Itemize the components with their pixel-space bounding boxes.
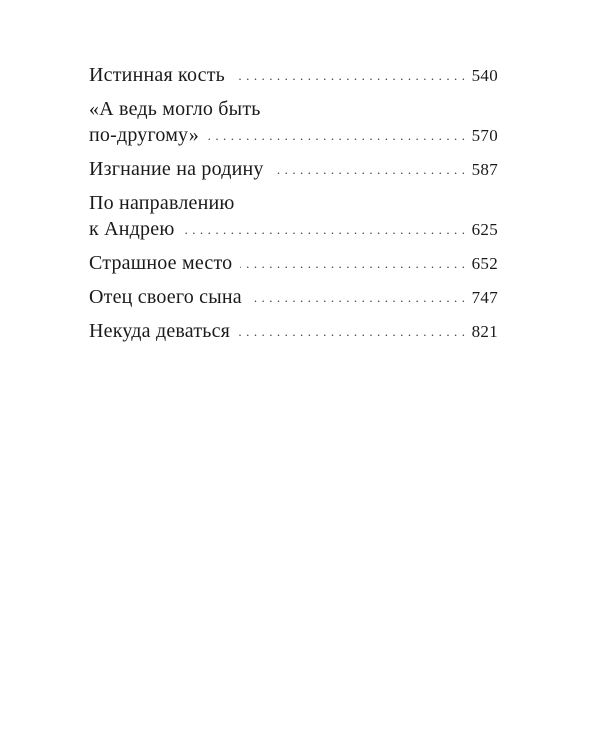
toc-entry-page-number: 625 <box>471 220 498 239</box>
toc-entry-page-number: 652 <box>471 254 498 273</box>
toc-entry-line <box>89 62 498 90</box>
toc-entry-title: Страшное место <box>89 252 233 274</box>
dot-leader <box>182 217 465 243</box>
toc-entry-line <box>89 156 498 184</box>
toc-entry-title: Некуда деваться <box>89 320 231 342</box>
toc-entry-otets-svoego-syna[interactable] <box>89 284 498 312</box>
toc-entry-po-napravleniyu[interactable] <box>89 190 498 244</box>
toc-entry-title: Истинная кость <box>89 64 225 86</box>
toc-entry-title-line-1: «А ведь могло быть <box>89 98 261 120</box>
toc-entry-line <box>89 318 498 346</box>
toc-entry-line <box>89 216 498 244</box>
table-of-contents <box>89 62 498 352</box>
toc-entry-page-number: 587 <box>471 160 498 179</box>
toc-entry-title-line-2: по-другому» <box>89 124 199 146</box>
toc-entry-title-line-1: По направлению <box>89 192 235 214</box>
toc-entry-line <box>89 284 498 312</box>
toc-entry-strashnoe-mesto[interactable] <box>89 250 498 278</box>
toc-entry-line <box>89 250 498 278</box>
toc-entry-nekuda-devatsya[interactable] <box>89 318 498 346</box>
toc-entry-page-number: 821 <box>471 322 498 341</box>
toc-entry-izgnanie-na-rodinu[interactable] <box>89 156 498 184</box>
dot-leader <box>250 285 466 311</box>
dot-leader <box>233 63 466 89</box>
toc-entry-a-ved-moglo-byt[interactable] <box>89 96 498 150</box>
dot-leader <box>238 319 466 345</box>
dot-leader <box>272 157 466 183</box>
toc-entry-page-number: 747 <box>471 288 498 307</box>
dot-leader <box>207 123 466 149</box>
toc-entry-istinnaya-kost[interactable] <box>89 62 498 90</box>
toc-entry-page-number: 570 <box>471 126 498 145</box>
toc-entry-page-number: 540 <box>471 66 498 85</box>
toc-entry-line <box>89 122 498 150</box>
toc-entry-title: Отец своего сына <box>89 286 242 308</box>
dot-leader <box>240 251 465 277</box>
toc-entry-title-line-2: к Андрею <box>89 218 175 240</box>
toc-entry-title: Изгнание на родину <box>89 158 264 180</box>
